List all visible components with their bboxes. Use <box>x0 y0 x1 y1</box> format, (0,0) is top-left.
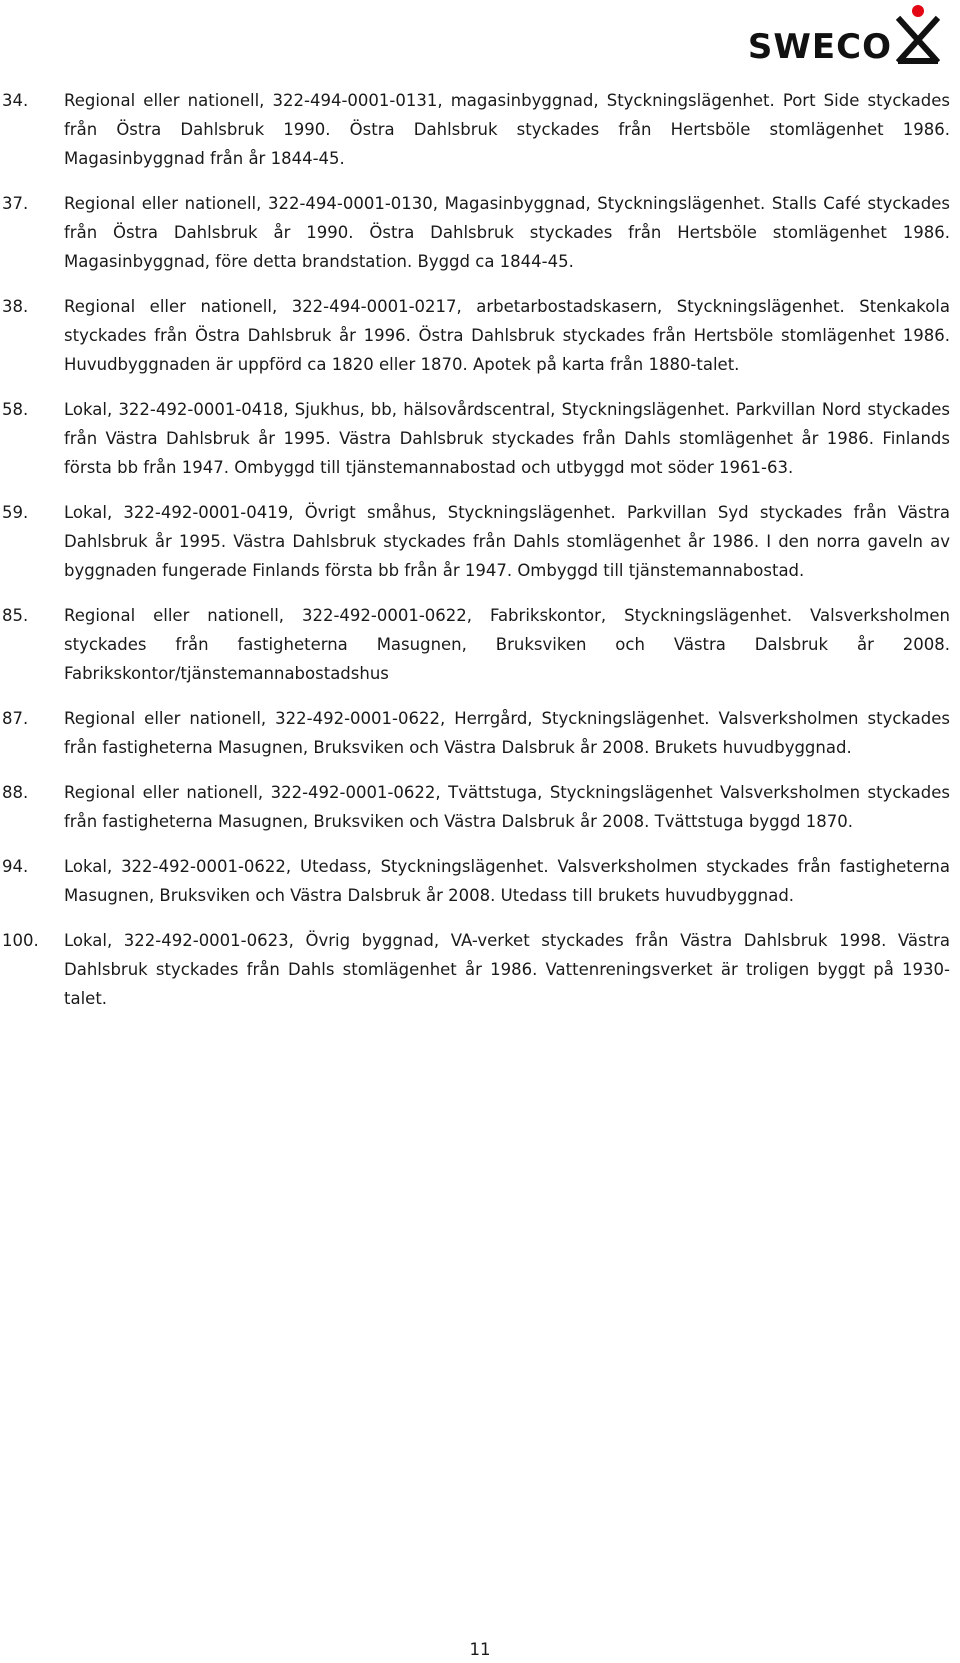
item-text: Regional eller nationell, 322-494-0001-0130, Magasinbyggnad, Styckningslägenhet. Stalls Café styckades från Östra Dahlsbruk år 1990. Östra Dahlsbruk styckades från Hertsböle stomlägenhet 1986. Magasinbyggnad, före detta brandstation. Byggd ca 1844-45. <box>64 194 950 271</box>
list-item <box>2 189 950 276</box>
page-number: 11 <box>469 1640 491 1659</box>
sweco-logo-mark-icon <box>896 4 940 66</box>
item-number: 85. <box>2 606 29 625</box>
item-text: Lokal, 322-492-0001-0623, Övrig byggnad, VA-verket styckades från Västra Dahlsbruk 1998. Västra Dahlsbruk styckades från Dahls stomlägenhet år 1986. Vattenreningsverket är troligen byggt på 1930-talet. <box>64 931 950 1008</box>
list-item <box>2 601 950 688</box>
item-text: Regional eller nationell, 322-492-0001-0622, Herrgård, Styckningslägenhet. Valsverksholmen styckades från fastigheterna Masugnen, Bruksviken och Västra Dalsbruk år 2008. Brukets huvudbyggnad. <box>64 709 950 757</box>
list-item <box>2 498 950 585</box>
item-text: Lokal, 322-492-0001-0418, Sjukhus, bb, hälsovårdscentral, Styckningslägenhet. Parkvillan Nord styckades från Västra Dahlsbruk år 1995. Västra Dahlsbruk styckades från Dahls stomlägenhet år 1986. Finlands första bb från 1947. Ombyggd till tjänstemannabostad och utbyggd mot söder 1961-63. <box>64 400 950 477</box>
item-number: 58. <box>2 400 29 419</box>
item-number: 87. <box>2 709 29 728</box>
item-number: 38. <box>2 297 29 316</box>
item-number: 34. <box>2 91 29 110</box>
list-item <box>2 292 950 379</box>
item-text: Regional eller nationell, 322-494-0001-0131, magasinbyggnad, Styckningslägenhet. Port Side styckades från Östra Dahlsbruk 1990. Östra Dahlsbruk styckades från Hertsböle stomlägenhet 1986. Magasinbyggnad från år 1844-45. <box>64 91 950 168</box>
document-body <box>2 86 950 1029</box>
list-item <box>2 704 950 762</box>
logo-wordmark: SWECO <box>747 27 892 67</box>
list-item <box>2 86 950 173</box>
list-item <box>2 778 950 836</box>
item-number: 59. <box>2 503 29 522</box>
list-item <box>2 926 950 1013</box>
item-text: Regional eller nationell, 322-494-0001-0217, arbetarbostadskasern, Styckningslägenhet. Stenkakola styckades från Östra Dahlsbruk år 1996. Östra Dahlsbruk styckades från Hertsböle stomlägenhet 1986. Huvudbyggnaden är uppförd ca 1820 eller 1870. Apotek på karta från 1880-talet. <box>64 297 950 374</box>
item-text: Lokal, 322-492-0001-0419, Övrigt småhus, Styckningslägenhet. Parkvillan Syd styckades från Västra Dahlsbruk år 1995. Västra Dahlsbruk styckades från Dahls stomlägenhet år 1986. I den norra gaveln av byggnaden fungerade Finlands första bb från år 1947. Ombyggd till tjänstemannabostad. <box>64 503 950 580</box>
list-item <box>2 395 950 482</box>
item-text: Regional eller nationell, 322-492-0001-0622, Fabrikskontor, Styckningslägenhet. Valsverksholmen styckades från fastigheterna Masugnen, Bruksviken och Västra Dalsbruk år 2008. Fabrikskontor/tjänstemannabostadshus <box>64 606 950 683</box>
list-item <box>2 852 950 910</box>
item-number: 88. <box>2 783 29 802</box>
sweco-logo <box>748 4 940 66</box>
item-number: 94. <box>2 857 29 876</box>
item-number: 37. <box>2 194 29 213</box>
item-text: Regional eller nationell, 322-492-0001-0622, Tvättstuga, Styckningslägenhet Valsverksholmen styckades från fastigheterna Masugnen, Bruksviken och Västra Dalsbruk år 2008. Tvättstuga byggd 1870. <box>64 783 950 831</box>
item-text: Lokal, 322-492-0001-0622, Utedass, Styckningslägenhet. Valsverksholmen styckades från fastigheterna Masugnen, Bruksviken och Västra Dalsbruk år 2008. Utedass till brukets huvudbyggnad. <box>64 857 950 905</box>
item-number: 100. <box>2 931 39 950</box>
